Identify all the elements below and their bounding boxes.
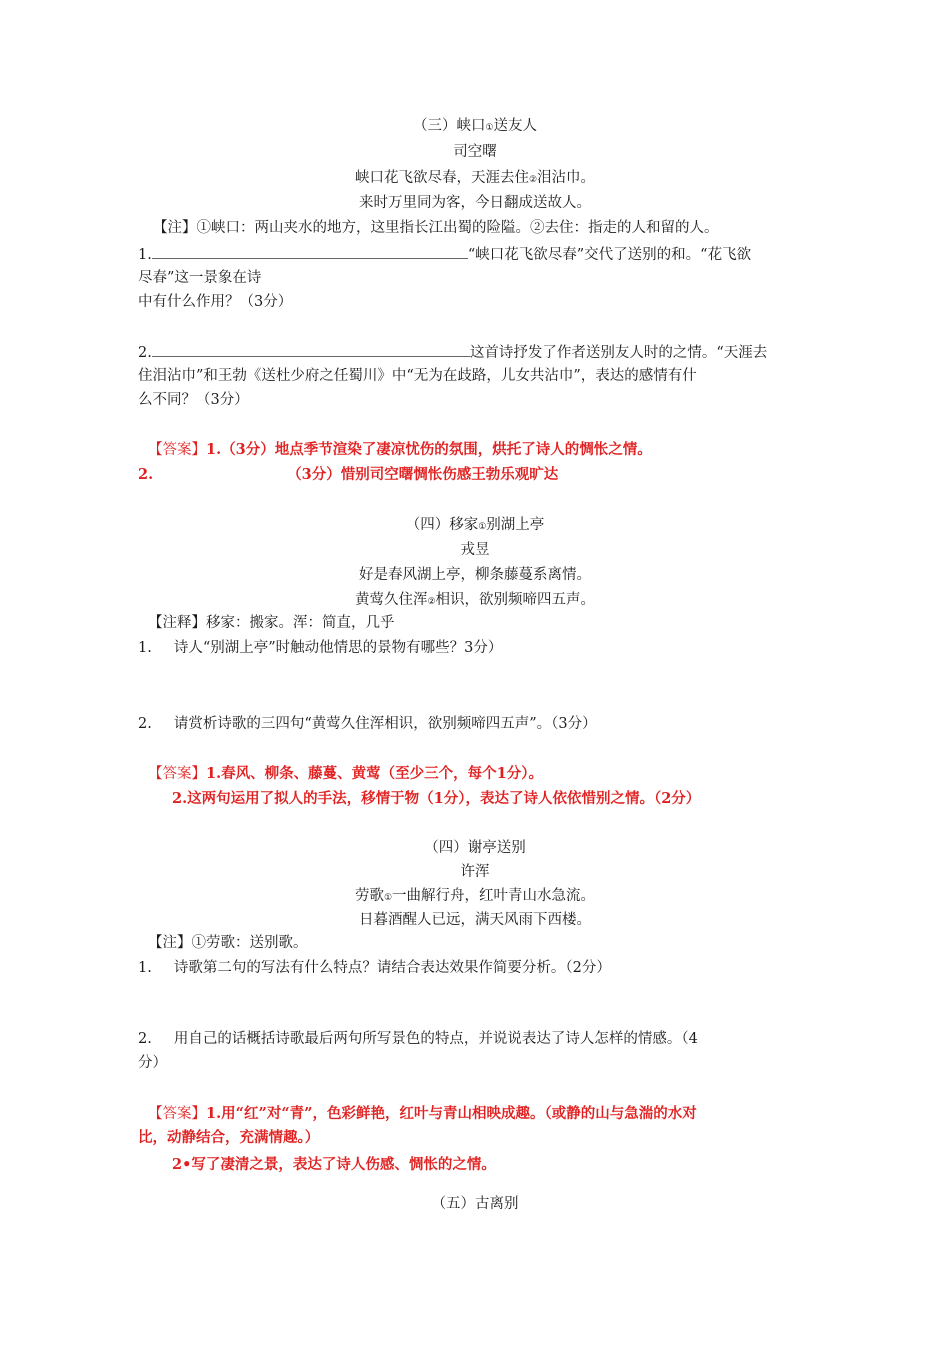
question: 1. “峡口花飞欲尽春”交代了送别的和。“花飞欲 xyxy=(138,244,751,265)
question-cont: 尽春”这一景象在诗 xyxy=(138,270,262,286)
poem-author: 司空曙 xyxy=(453,144,497,160)
poem-line: 来时万里同为客，今日翻成送故人。 xyxy=(359,195,591,211)
answer: 【答案】1.用“红”对“青”，色彩鲜艳，红叶与青山相映成趣。（或静的山与急湍的水对 xyxy=(148,1105,697,1122)
answer: 【答案】1.（3分）地点季节渲染了凄凉忧伤的氛围，烘托了诗人的惆怅之情。 xyxy=(148,441,652,458)
question: 2. 这首诗抒发了作者送别友人时的之情。“天涯去 xyxy=(138,342,767,363)
poem-line: 劳歌①一曲解行舟，红叶青山水急流。 xyxy=(354,888,596,904)
answer: 2.这两句运用了拟人的手法，移情于物（1分），表达了诗人依依惜别之情。（2分） xyxy=(172,790,701,807)
annotation: 【注】①劳歌：送别歌。 xyxy=(148,935,308,951)
poem-title: （四）移家①别湖上亭 xyxy=(405,517,545,533)
answer-blank[interactable] xyxy=(152,342,470,357)
question: 2. 请赏析诗歌的三四句“黄莺久住浑相识，欲别频啼四五声”。（3分） xyxy=(138,716,597,732)
poem-title: （五）古离别 xyxy=(431,1196,519,1212)
question-cont: 么不同？（3分） xyxy=(138,392,249,408)
answer: 【答案】1.春风、柳条、藤蔓、黄莺（至少三个，每个1分）。 xyxy=(148,765,543,782)
question: 1. 诗人“别湖上亭”时触动他情思的景物有哪些？3分） xyxy=(138,640,503,656)
poem-line: 日暮酒醒人已远，满天风雨下西楼。 xyxy=(359,912,591,928)
question-cont: 住泪沾巾”和王勃《送杜少府之任蜀川》中“无为在歧路，儿女共沾巾”，表达的感情有什 xyxy=(138,368,697,384)
poem-author: 戎昱 xyxy=(460,542,490,558)
question-cont: 分） xyxy=(138,1055,167,1071)
poem-line: 好是春风湖上亭，柳条藤蔓系离情。 xyxy=(359,567,591,583)
poem-author: 许浑 xyxy=(460,864,490,880)
question: 1. 诗歌第二句的写法有什么特点？请结合表达效果作简要分析。（2分） xyxy=(138,960,611,976)
poem-line: 黄莺久住浑②相识，欲别频啼四五声。 xyxy=(354,592,596,608)
answer: 2. （3分）惜别司空曙惆怅伤感王勃乐观旷达 xyxy=(138,466,559,483)
answer: 2•写了凄清之景，表达了诗人伤感、惆怅的之情。 xyxy=(172,1156,496,1173)
answer-blank[interactable] xyxy=(152,244,468,259)
annotation: 【注】①峡口：两山夹水的地方，这里指长江出蜀的险隘。②去住：指走的人和留的人。 xyxy=(153,220,719,236)
poem-title: （三）峡口①送友人 xyxy=(412,118,538,134)
annotation: 【注释】移家：搬家。浑：简直，几乎 xyxy=(148,615,395,631)
question-cont: 中有什么作用？（3分） xyxy=(138,294,293,310)
poem-line: 峡口花飞欲尽春，天涯去住②泪沾巾。 xyxy=(354,170,596,186)
answer-cont: 比，动静结合，充满情趣。） xyxy=(138,1129,320,1146)
poem-title: （四）谢亭送别 xyxy=(424,840,526,856)
question: 2. 用自己的话概括诗歌最后两句所写景色的特点，并说说表达了诗人怎样的情感。（4 xyxy=(138,1031,698,1047)
